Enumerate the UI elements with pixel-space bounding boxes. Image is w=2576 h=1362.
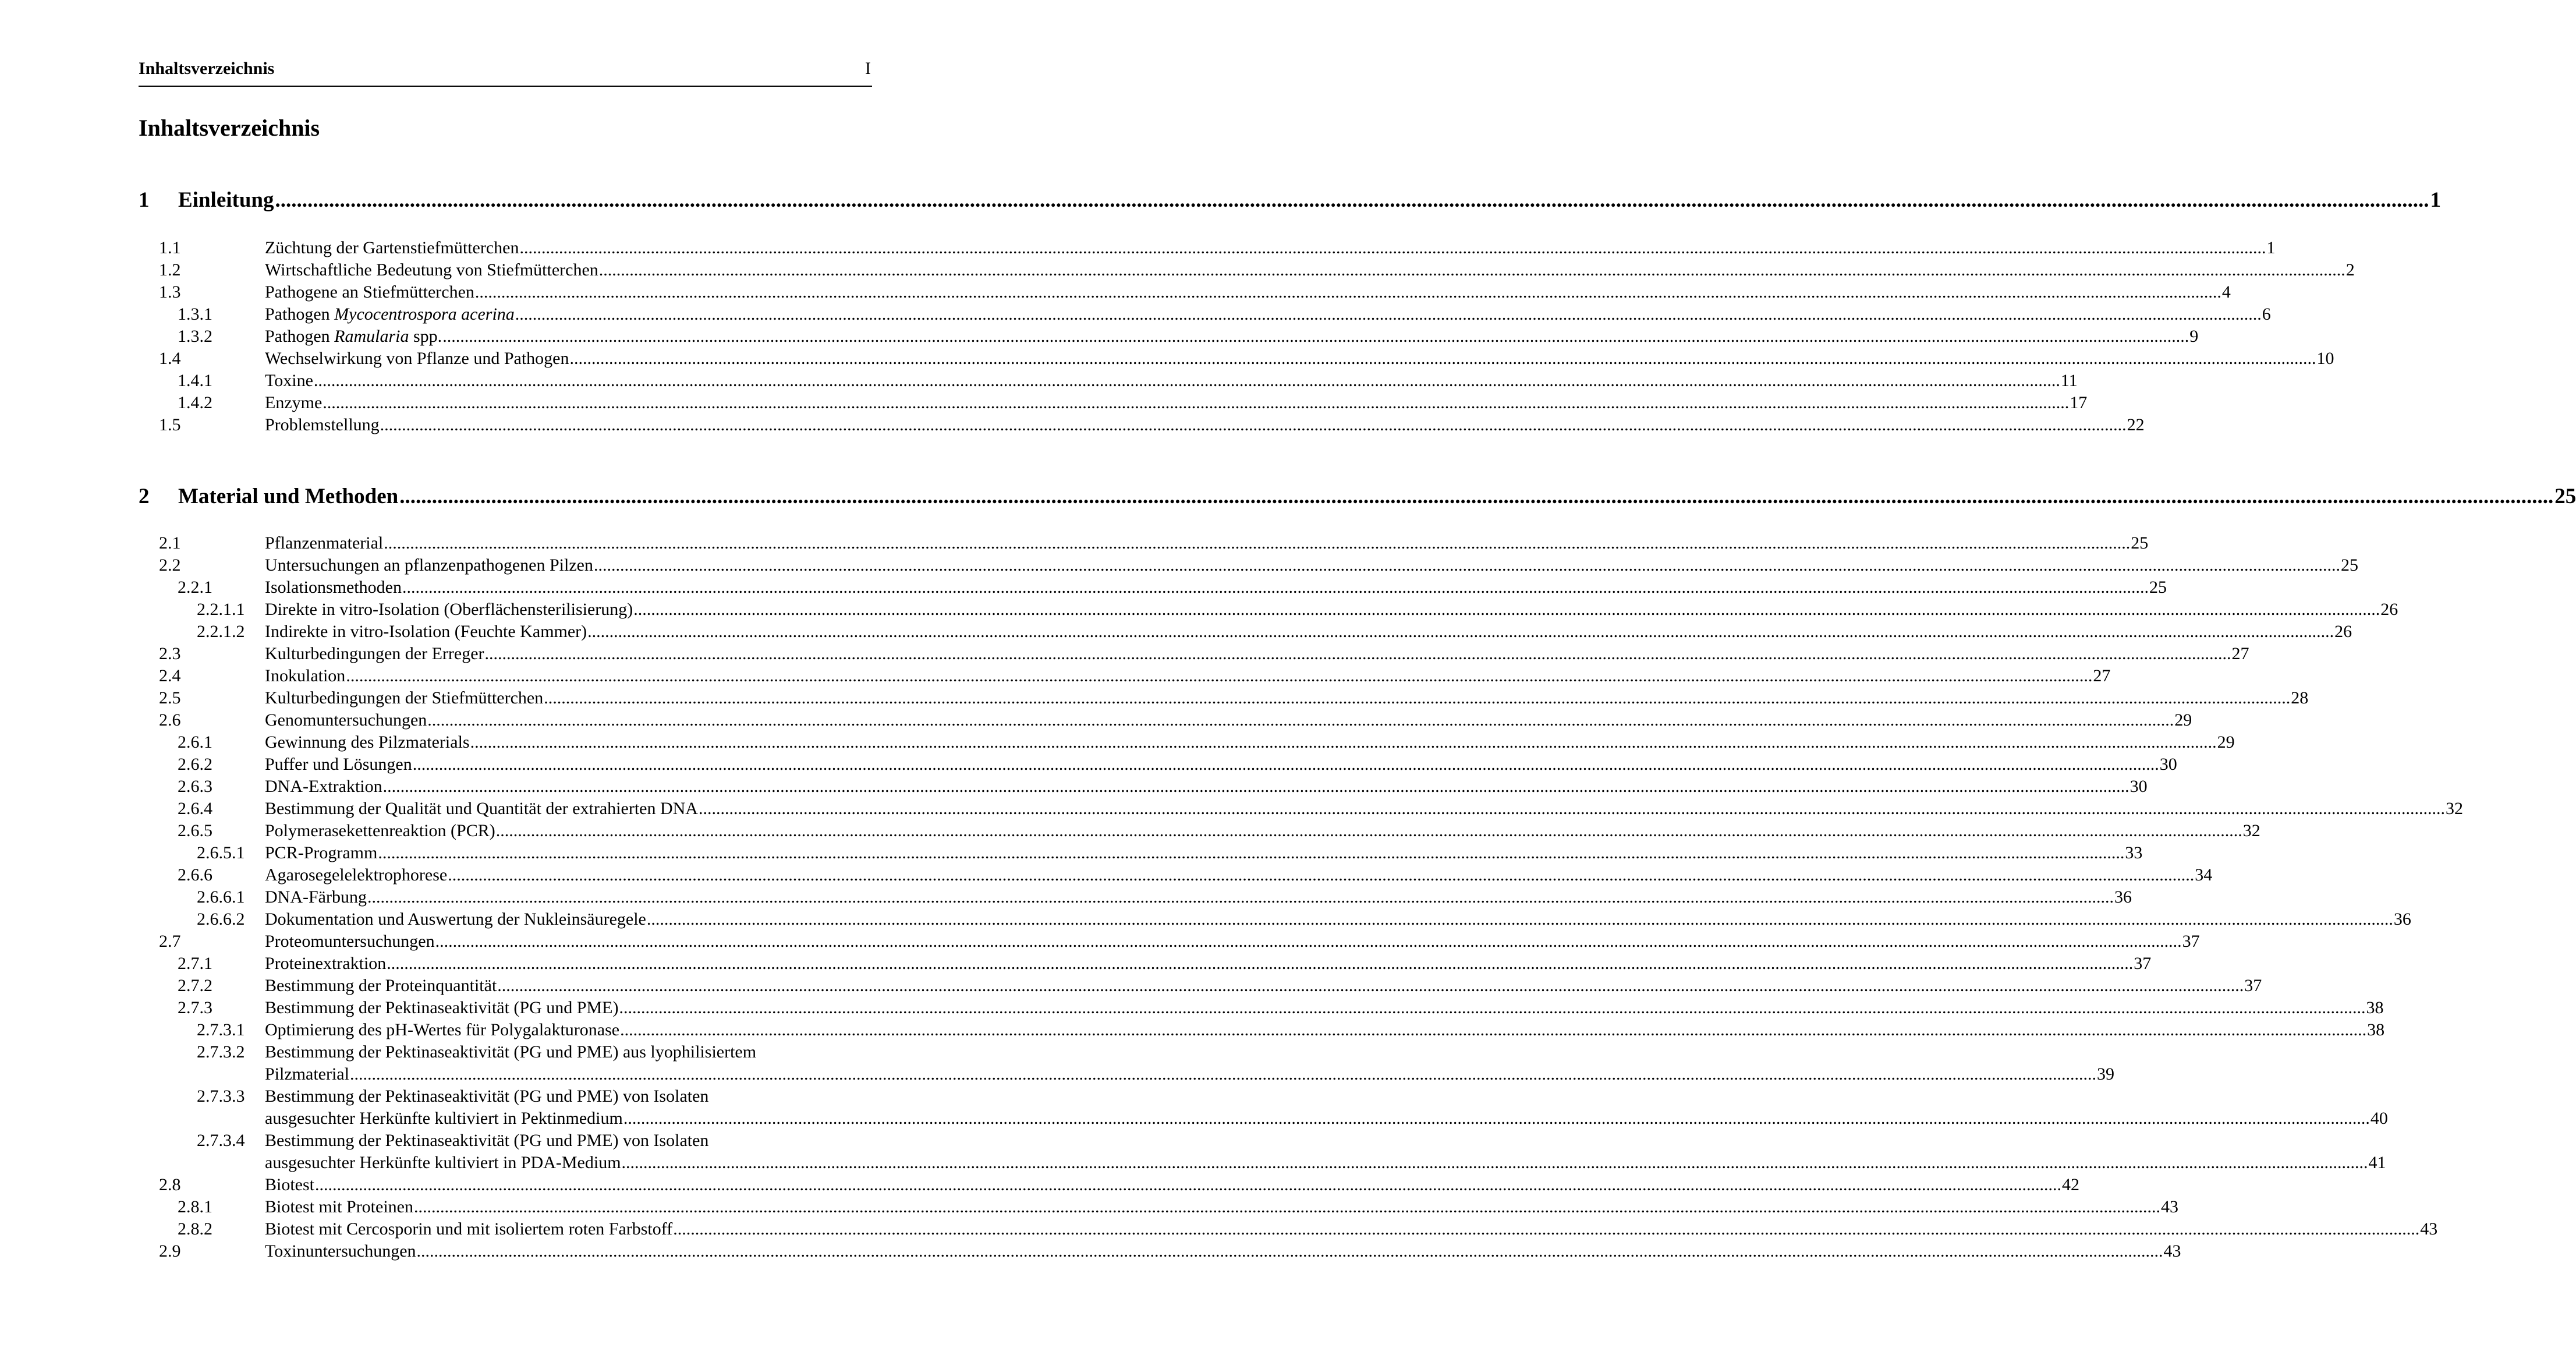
toc-entry[interactable] [139, 953, 2152, 975]
leader-dots: ................................................................................................................................................................................................................................................................................................................................................................................................................ [313, 371, 2060, 390]
entry-number: 2.6.6 [178, 865, 212, 885]
toc-entry[interactable] [139, 997, 2384, 1019]
entry-title [265, 1063, 349, 1085]
leader-dots: ................................................................................................................................................................................................................................................................................................................................................................................................................ [598, 260, 2345, 280]
leader-dots: ................................................................................................................................................................................................................................................................................................................................................................................................................ [384, 533, 2131, 553]
entry-title [265, 643, 484, 665]
entry-title [265, 1174, 314, 1196]
entry-title [265, 864, 447, 886]
toc-entry[interactable] [139, 392, 2088, 414]
entry-title [265, 931, 435, 953]
entry-title-part: DNA-Extraktion [265, 777, 382, 796]
entry-number: 1.4.1 [178, 371, 212, 390]
entry-number: 2.2.1.1 [197, 600, 245, 619]
entry-page-number: 28 [2291, 688, 2309, 707]
leader-dots: ................................................................................................................................................................................................................................................................................................................................................................................................................ [349, 1064, 2096, 1084]
entry-title-part: Direkte in vitro-Isolation (Oberflächensterilisierung) [265, 600, 633, 619]
entry-title-part: Biotest [265, 1175, 315, 1194]
entry-title [265, 281, 474, 303]
entry-title [265, 1152, 621, 1174]
entry-title-part: DNA-Färbung [265, 887, 367, 907]
entry-title-first-line: Bestimmung der Pektinaseaktivität (PG und PME) von Isolaten [265, 1087, 709, 1106]
entry-title-part: Agarosegelelektrophorese [265, 865, 448, 885]
entry-title-part: Pathogen [265, 305, 335, 324]
toc-entry[interactable] [139, 554, 2358, 576]
leader-dots: ................................................................................................................................................................................................................................................................................................................................................................................................................ [519, 238, 2266, 257]
entry-number: 2.6.4 [178, 799, 212, 818]
entry-page-number: 27 [2093, 666, 2111, 685]
entry-number: 1.3 [159, 282, 181, 302]
entry-title [265, 348, 569, 370]
running-header [139, 56, 872, 87]
entry-title [265, 576, 402, 599]
entry-title-part: Bestimmung der Qualität und Quantität der extrahierten DNA [265, 799, 698, 818]
entry-page-number: 43 [2163, 1241, 2181, 1261]
entry-page-number: 9 [2189, 327, 2199, 346]
entry-page-number: 11 [2060, 371, 2078, 390]
toc-entry[interactable] [139, 259, 2355, 281]
running-header-title: Inhaltsverzeichnis [139, 59, 275, 78]
entry-page-number: 38 [2366, 998, 2384, 1017]
entry-page-number: 25 [2340, 556, 2358, 575]
entry-title [265, 753, 412, 776]
entry-number: 2.9 [159, 1241, 181, 1261]
toc-list [139, 532, 2463, 1262]
entry-title-part: Kulturbedingungen der Stiefmütterchen [265, 688, 544, 707]
leader-dots: ................................................................................................................................................................................................................................................................................................................................................................................................................ [448, 865, 2195, 885]
entry-title-italic: Mycocentrospora acerina [334, 305, 515, 324]
leader-dots: ................................................................................................................................................................................................................................................................................................................................................................................................................ [382, 777, 2129, 796]
toc-heading: Inhaltsverzeichnis [139, 115, 320, 141]
toc-entry[interactable] [139, 886, 2132, 908]
entry-title [265, 554, 593, 576]
entry-page-number: 22 [2127, 415, 2145, 434]
entry-title [265, 997, 618, 1019]
entry-title-part: Kulturbedingungen der Erreger [265, 644, 484, 663]
entry-title [265, 886, 367, 908]
toc-entry[interactable] [139, 576, 2167, 599]
entry-title-part: Optimierung des pH-Wertes für Polygalakturonase [265, 1020, 620, 1039]
entry-title-part: Wechselwirkung von Pflanze und Pathogen [265, 349, 569, 368]
toc-entry[interactable] [139, 326, 2199, 348]
entry-title-part: Untersuchungen an pflanzenpathogenen Pilzen [265, 556, 593, 575]
leader-dots: ................................................................................................................................................................................................................................................................................................................................................................................................................ [412, 755, 2159, 774]
entry-number: 2.7.2 [178, 976, 212, 995]
chapter-heading[interactable] [139, 188, 2441, 217]
entry-title-part: Biotest mit Proteinen [265, 1197, 413, 1216]
entry-title [265, 975, 497, 997]
toc-entry[interactable] [139, 798, 2463, 820]
entry-title-part: Enzyme [265, 393, 323, 412]
toc-entry[interactable] [139, 1041, 2114, 1085]
leader-dots: ................................................................................................................................................................................................................................................................................................................................................................................................................ [698, 799, 2445, 818]
entry-title [265, 820, 495, 842]
leader-dots: ................................................................................................................................................................................................................................................................................................................................................................................................................ [633, 600, 2380, 619]
chapter-number: 1 [139, 188, 150, 212]
toc-entry[interactable] [139, 864, 2213, 886]
entry-title [265, 1218, 672, 1240]
leader-dots: ................................................................................................................................................................................................................................................................................................................................................................................................................ [623, 1109, 2370, 1128]
entry-title-part: Züchtung der Gartenstiefmütterchen [265, 238, 519, 257]
entry-title-part: Gewinnung des Pilzmaterials [265, 733, 470, 752]
leader-dots: ................................................................................................................................................................................................................................................................................................................................................................................................................ [380, 415, 2127, 434]
entry-title-first-line: Bestimmung der Pektinaseaktivität (PG und PME) aus lyophilisiertem [265, 1042, 757, 1062]
leader-dots: ................................................................................................................................................................................................................................................................................................................................................................................................................ [378, 843, 2125, 862]
entry-title [265, 709, 427, 731]
entry-title [265, 326, 442, 348]
leader-dots: ................................................................................................................................................................................................................................................................................................................................................................................................................ [673, 1219, 2420, 1239]
entry-number: 1.4.2 [178, 393, 212, 412]
entry-title-first-line: Bestimmung der Pektinaseaktivität (PG und PME) von Isolaten [265, 1131, 709, 1150]
entry-title [265, 1240, 416, 1262]
leader-dots: ................................................................................................................................................................................................................................................................................................................................................................................................................ [323, 393, 2070, 412]
entry-page-number: 39 [2096, 1064, 2114, 1084]
leader-dots: ................................................................................................................................................................................................................................................................................................................................................................................................................ [587, 622, 2334, 641]
chapter-heading[interactable] [139, 484, 2576, 513]
entry-page-number: 25 [2149, 578, 2167, 597]
entry-number: 1.5 [159, 415, 181, 434]
leader-dots: ................................................................................................................................................................................................................................................................................................................................................................................................................ [646, 910, 2393, 929]
entry-number: 2.6.3 [178, 777, 212, 796]
entry-page-number: 30 [2129, 777, 2148, 796]
entry-number: 2.8.2 [178, 1219, 212, 1239]
entry-number: 2.6.2 [178, 755, 212, 774]
toc-entry[interactable] [139, 820, 2260, 842]
entry-title [265, 599, 633, 621]
leader-dots: ................................................................................................................................................................................................................................................................................................................................................................................................................ [470, 733, 2217, 752]
entry-number: 2.7.3.3 [197, 1087, 245, 1106]
entry-page-number: 36 [2114, 887, 2132, 907]
entry-title [265, 731, 470, 753]
leader-dots: ................................................................................................................................................................................................................................................................................................................................................................................................................ [315, 1175, 2062, 1194]
entry-title-part: PCR-Programm [265, 843, 378, 862]
entry-number: 1.2 [159, 260, 181, 280]
chapter-number: 2 [139, 484, 150, 508]
toc-entry[interactable] [139, 1240, 2181, 1262]
toc-entry[interactable] [139, 1085, 2388, 1130]
entry-title [265, 1019, 619, 1041]
leader-dots: ................................................................................................................................................................................................................................................................................................................................................................................................................ [275, 188, 2429, 212]
toc-entry[interactable] [139, 532, 2149, 554]
toc-entry[interactable] [139, 1196, 2178, 1218]
entry-number: 2.7.3 [178, 998, 212, 1017]
entry-page-number: 2 [2345, 260, 2355, 280]
toc-entry[interactable] [139, 1019, 2385, 1041]
toc-entry[interactable] [139, 1174, 2080, 1196]
entry-number: 2.7.3.2 [197, 1042, 245, 1062]
entry-title-part: Bestimmung der Proteinquantität [265, 976, 497, 995]
entry-title-part: Toxine [265, 371, 313, 390]
entry-title-part: Pathogene an Stiefmütterchen [265, 282, 474, 302]
entry-title-part: Polymerasekettenreaktion (PCR) [265, 821, 495, 840]
toc-entry[interactable] [139, 908, 2411, 931]
entry-title-italic: Ramularia [334, 327, 409, 346]
entry-number: 2.6.6.1 [197, 887, 245, 907]
entry-title [265, 237, 519, 259]
toc-entry[interactable] [139, 665, 2111, 687]
toc-entry[interactable] [139, 1218, 2438, 1240]
entry-title-part: Pilzmaterial [265, 1064, 349, 1084]
entry-number: 2.1 [159, 533, 181, 553]
entry-page-number: 42 [2062, 1175, 2080, 1194]
entry-title-part: Pathogen [265, 327, 335, 346]
entry-title [265, 303, 515, 326]
leader-dots: ................................................................................................................................................................................................................................................................................................................................................................................................................ [497, 976, 2244, 995]
entry-page-number: 26 [2334, 622, 2352, 641]
entry-number: 2.5 [159, 688, 181, 707]
leader-dots: ................................................................................................................................................................................................................................................................................................................................................................................................................ [442, 327, 2189, 346]
leader-dots: ................................................................................................................................................................................................................................................................................................................................................................................................................ [435, 932, 2182, 951]
entry-title-part: Genomuntersuchungen [265, 710, 427, 730]
entry-title [265, 392, 322, 414]
leader-dots: ................................................................................................................................................................................................................................................................................................................................................................................................................ [484, 644, 2231, 663]
entry-title [265, 414, 380, 436]
entry-number: 2.6.6.2 [197, 910, 245, 929]
entry-number: 2.7.3.1 [197, 1020, 245, 1039]
toc-entry[interactable] [139, 237, 2276, 259]
entry-number: 2.6.5 [178, 821, 212, 840]
entry-title-part: ausgesuchter Herkünfte kultiviert in PDA-Medium [265, 1153, 621, 1172]
entry-number: 1.3.1 [178, 305, 212, 324]
entry-number: 2.6.1 [178, 733, 212, 752]
entry-page-number: 37 [2134, 954, 2152, 973]
entry-title [265, 1108, 623, 1130]
entry-page-number: 37 [2182, 932, 2200, 951]
entry-title-part: Toxinuntersuchungen [265, 1241, 416, 1261]
toc-list [139, 237, 2355, 436]
entry-number: 2.3 [159, 644, 181, 663]
entry-page-number: 1 [2266, 238, 2276, 257]
entry-page-number: 43 [2161, 1197, 2178, 1216]
entry-page-number: 26 [2380, 600, 2398, 619]
leader-dots: ................................................................................................................................................................................................................................................................................................................................................................................................................ [569, 349, 2316, 368]
entry-title [265, 370, 313, 392]
leader-dots: ................................................................................................................................................................................................................................................................................................................................................................................................................ [414, 1197, 2160, 1216]
entry-number: 2.2.1.2 [197, 622, 245, 641]
entry-page-number: 38 [2367, 1020, 2385, 1039]
toc-entry[interactable] [139, 1130, 2386, 1174]
entry-page-number: 30 [2159, 755, 2177, 774]
leader-dots: ................................................................................................................................................................................................................................................................................................................................................................................................................ [367, 887, 2114, 907]
entry-title-part: Wirtschaftliche Bedeutung von Stiefmütterchen [265, 260, 598, 280]
chapter-page-number: 25 [2554, 484, 2576, 508]
entry-page-number: 10 [2316, 349, 2334, 368]
toc-entry[interactable] [139, 621, 2352, 643]
entry-title-part: Dokumentation und Auswertung der Nukleinsäuregele [265, 910, 646, 929]
leader-dots: ................................................................................................................................................................................................................................................................................................................................................................................................................ [346, 666, 2093, 685]
entry-title-part: Proteomuntersuchungen [265, 932, 435, 951]
toc-entry[interactable] [139, 687, 2309, 709]
entry-page-number: 4 [2221, 282, 2231, 302]
entry-title-part: Proteinextraktion [265, 954, 387, 973]
leader-dots: ................................................................................................................................................................................................................................................................................................................................................................................................................ [416, 1241, 2163, 1261]
entry-title [265, 798, 698, 820]
toc-entry[interactable] [139, 753, 2177, 776]
toc-entry[interactable] [139, 731, 2235, 753]
entry-title-part: Biotest mit Cercosporin und mit isoliertem roten Farbstoff [265, 1219, 673, 1239]
entry-page-number: 6 [2262, 305, 2271, 324]
entry-title-part: Problemstellung [265, 415, 380, 434]
running-header-page-number: I [865, 59, 871, 78]
entry-title [265, 842, 377, 864]
entry-page-number: 29 [2174, 710, 2192, 730]
entry-number: 2.7.1 [178, 954, 212, 973]
entry-title-part: spp. [409, 327, 442, 346]
entry-title [265, 532, 383, 554]
toc-entry[interactable] [139, 348, 2334, 370]
entry-title [265, 621, 587, 643]
entry-number: 2.7 [159, 932, 181, 951]
entry-title-part: Inokulation [265, 666, 346, 685]
leader-dots: ................................................................................................................................................................................................................................................................................................................................................................................................................ [621, 1153, 2368, 1172]
leader-dots: ................................................................................................................................................................................................................................................................................................................................................................................................................ [619, 998, 2366, 1017]
entry-page-number: 32 [2445, 799, 2463, 818]
entry-title [265, 776, 382, 798]
toc-entry[interactable] [139, 281, 2231, 303]
entry-title-part: Puffer und Lösungen [265, 755, 412, 774]
toc-entry[interactable] [139, 709, 2192, 731]
entry-number: 1.3.2 [178, 327, 212, 346]
entry-number: 2.6 [159, 710, 181, 730]
chapter-title: Material und Methoden [178, 484, 399, 508]
toc-entry[interactable] [139, 599, 2398, 621]
entry-number: 2.2 [159, 556, 181, 575]
entry-title-part: ausgesuchter Herkünfte kultiviert in Pektinmedium [265, 1109, 623, 1128]
toc-entry[interactable] [139, 643, 2249, 665]
toc-entry[interactable] [139, 414, 2145, 436]
toc-entry[interactable] [139, 842, 2143, 864]
entry-page-number: 27 [2231, 644, 2249, 663]
entry-title-part: Indirekte in vitro-Isolation (Feuchte Kammer) [265, 622, 587, 641]
entry-page-number: 40 [2370, 1109, 2388, 1128]
entry-number: 2.7.3.4 [197, 1131, 245, 1150]
entry-page-number: 37 [2244, 976, 2262, 995]
leader-dots: ................................................................................................................................................................................................................................................................................................................................................................................................................ [402, 578, 2149, 597]
toc-entry[interactable] [139, 931, 2200, 953]
entry-number: 2.2.1 [178, 578, 212, 597]
leader-dots: ................................................................................................................................................................................................................................................................................................................................................................................................................ [495, 821, 2242, 840]
entry-title-part: Isolationsmethoden [265, 578, 402, 597]
entry-number: 2.8 [159, 1175, 181, 1194]
entry-page-number: 43 [2420, 1219, 2438, 1239]
entry-page-number: 25 [2131, 533, 2149, 553]
leader-dots: ................................................................................................................................................................................................................................................................................................................................................................................................................ [387, 954, 2134, 973]
entry-title [265, 1196, 413, 1218]
leader-dots: ................................................................................................................................................................................................................................................................................................................................................................................................................ [399, 484, 2554, 508]
entry-page-number: 33 [2125, 843, 2143, 862]
toc-entry[interactable] [139, 370, 2078, 392]
leader-dots: ................................................................................................................................................................................................................................................................................................................................................................................................................ [515, 305, 2262, 324]
entry-title [265, 665, 345, 687]
entry-number: 2.8.1 [178, 1197, 212, 1216]
leader-dots: ................................................................................................................................................................................................................................................................................................................................................................................................................ [427, 710, 2174, 730]
leader-dots: ................................................................................................................................................................................................................................................................................................................................................................................................................ [474, 282, 2221, 302]
entry-title [265, 687, 543, 709]
entry-page-number: 34 [2195, 865, 2213, 885]
chapter-title: Einleitung [178, 188, 274, 212]
entry-title-part: Pflanzenmaterial [265, 533, 384, 553]
entry-page-number: 36 [2393, 910, 2411, 929]
chapter-page-number: 1 [2430, 188, 2441, 212]
leader-dots: ................................................................................................................................................................................................................................................................................................................................................................................................................ [593, 556, 2340, 575]
entry-number: 2.6.5.1 [197, 843, 245, 862]
leader-dots: ................................................................................................................................................................................................................................................................................................................................................................................................................ [544, 688, 2291, 707]
entry-page-number: 41 [2368, 1153, 2386, 1172]
entry-number: 1.4 [159, 349, 181, 368]
entry-title-part: Bestimmung der Pektinaseaktivität (PG und PME) [265, 998, 619, 1017]
toc-entry[interactable] [139, 303, 2271, 326]
entry-number: 1.1 [159, 238, 181, 257]
entry-title [265, 953, 386, 975]
entry-title [265, 259, 598, 281]
entry-page-number: 17 [2070, 393, 2088, 412]
toc-entry[interactable] [139, 975, 2262, 997]
entry-page-number: 32 [2242, 821, 2260, 840]
entry-page-number: 29 [2217, 733, 2235, 752]
entry-title [265, 908, 646, 931]
entry-number: 2.4 [159, 666, 181, 685]
leader-dots: ................................................................................................................................................................................................................................................................................................................................................................................................................ [620, 1020, 2367, 1039]
toc-entry[interactable] [139, 776, 2148, 798]
